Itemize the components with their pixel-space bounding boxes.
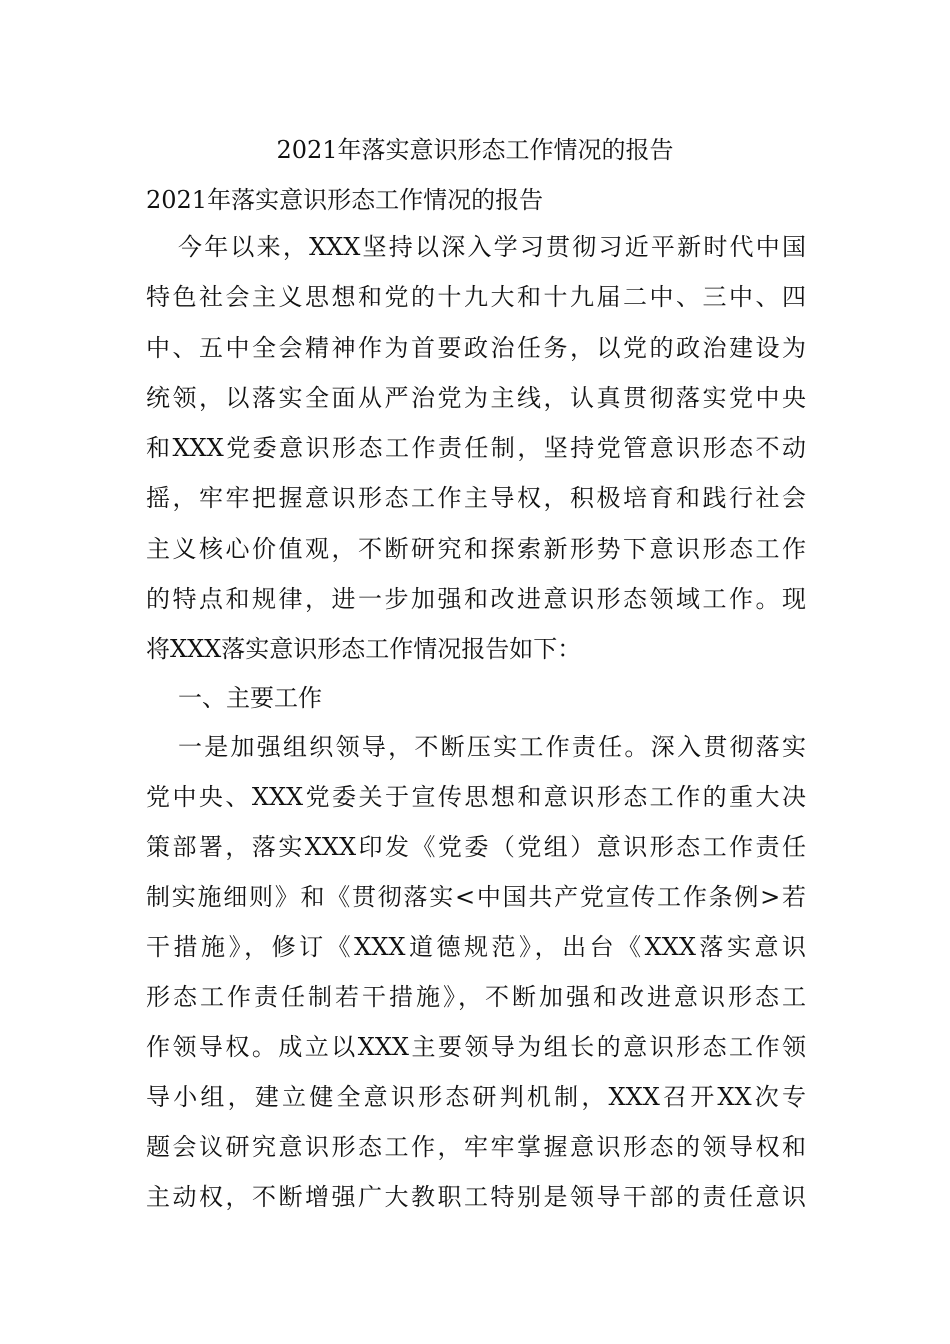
- paragraph2-line: 党中央、XXX党委关于宣传思想和意识形态工作的重大决: [146, 783, 806, 811]
- paragraph1-line: 统领，以落实全面从严治党为主线，认真贯彻落实党中央: [146, 384, 806, 412]
- paragraph2-line: 作领导权。成立以XXX主要领导为组长的意识形态工作领: [146, 1033, 806, 1061]
- paragraph1-line: 摇，牢牢把握意识形态工作主导权，积极培育和践行社会: [146, 484, 806, 512]
- paragraph2-line: 制实施细则》和《贯彻落实<中国共产党宣传工作条例>若: [146, 883, 806, 911]
- paragraph2-line: 干措施》，修订《XXX道德规范》，出台《XXX落实意识: [146, 933, 806, 961]
- paragraph1-line: 中、五中全会精神作为首要政治任务，以党的政治建设为: [146, 334, 806, 362]
- paragraph2-line: 题会议研究意识形态工作，牢牢掌握意识形态的领导权和: [146, 1133, 806, 1161]
- paragraph1-line: 的特点和规律，进一步加强和改进意识形态领域工作。现: [146, 585, 806, 613]
- paragraph1-line: 和XXX党委意识形态工作责任制，坚持党管意识形态不动: [146, 434, 806, 462]
- paragraph2-line: 导小组，建立健全意识形态研判机制，XXX召开XX次专: [146, 1083, 806, 1111]
- paragraph1-line: 将XXX落实意识形态工作情况报告如下：: [146, 635, 582, 663]
- section-heading: 一、主要工作: [178, 684, 322, 712]
- paragraph1-line: 今年以来，XXX坚持以深入学习贯彻习近平新时代中国: [178, 233, 806, 261]
- paragraph2-line: 一是加强组织领导，不断压实工作责任。深入贯彻落实: [178, 733, 806, 761]
- document-subtitle: 2021年落实意识形态工作情况的报告: [146, 186, 544, 214]
- paragraph2-line: 策部署，落实XXX印发《党委（党组）意识形态工作责任: [146, 833, 806, 861]
- paragraph2-line: 形态工作责任制若干措施》，不断加强和改进意识形态工: [146, 983, 806, 1011]
- paragraph1-line: 主义核心价值观，不断研究和探索新形势下意识形态工作: [146, 535, 806, 563]
- paragraph1-line: 特色社会主义思想和党的十九大和十九届二中、三中、四: [146, 283, 806, 311]
- document-title: 2021年落实意识形态工作情况的报告: [276, 136, 674, 164]
- paragraph2-line: 主动权，不断增强广大教职工特别是领导干部的责任意识: [146, 1183, 806, 1211]
